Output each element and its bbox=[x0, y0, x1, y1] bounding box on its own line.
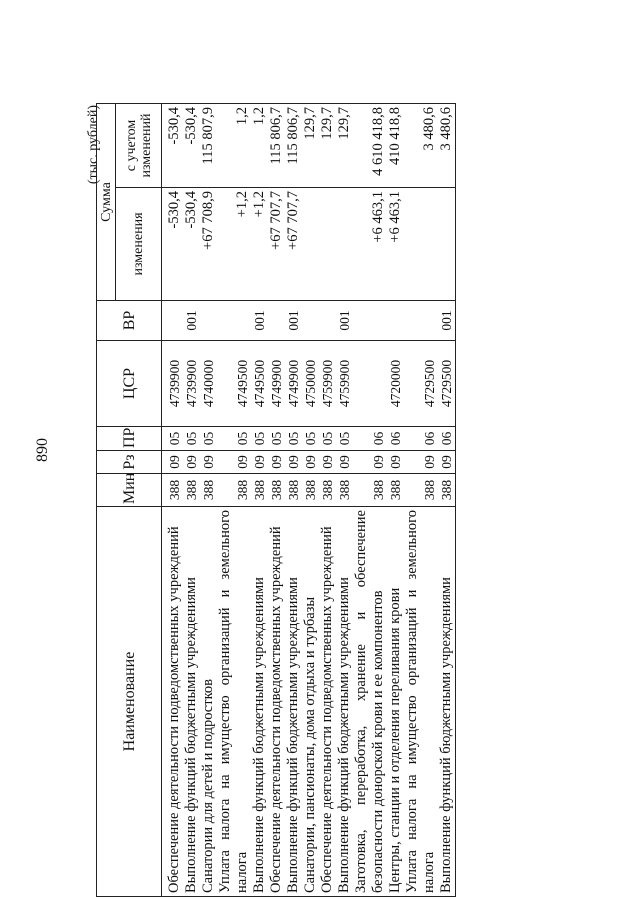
row-change bbox=[302, 188, 319, 301]
row-vr bbox=[268, 301, 285, 341]
row-total: 129,7 bbox=[319, 104, 336, 188]
row-name: Уплата налога на имущество организаций и земельного налога bbox=[404, 507, 438, 897]
row-name: Обеспечение деятельности подведомственных учреждений bbox=[319, 507, 336, 897]
row-pr: 05 bbox=[336, 427, 353, 451]
row-change: +67 707,7 bbox=[285, 188, 302, 301]
row-min: 388 bbox=[387, 474, 404, 507]
row-total: 115 806,7 bbox=[268, 104, 285, 188]
row-change: +67 708,9 bbox=[200, 188, 217, 301]
row-rz: 09 bbox=[217, 451, 251, 474]
row-csr: 4759900 bbox=[319, 341, 336, 427]
row-name: Санатории для детей и подростков bbox=[200, 507, 217, 897]
row-min: 388 bbox=[162, 474, 184, 507]
row-change: -530,4 bbox=[162, 188, 184, 301]
row-rz: 09 bbox=[438, 451, 456, 474]
row-pr: 05 bbox=[285, 427, 302, 451]
row-vr bbox=[217, 301, 251, 341]
row-rz: 09 bbox=[162, 451, 184, 474]
row-pr: 05 bbox=[251, 427, 268, 451]
row-vr bbox=[387, 301, 404, 341]
row-min: 388 bbox=[217, 474, 251, 507]
row-total: 115 806,7 bbox=[285, 104, 302, 188]
table-row bbox=[200, 104, 217, 897]
row-csr: 4729500 bbox=[438, 341, 456, 427]
row-total: 1,2 bbox=[217, 104, 251, 188]
row-pr: 05 bbox=[268, 427, 285, 451]
row-rz: 09 bbox=[285, 451, 302, 474]
row-total: -530,4 bbox=[162, 104, 184, 188]
table-row bbox=[217, 104, 251, 897]
row-min: 388 bbox=[438, 474, 456, 507]
row-vr bbox=[200, 301, 217, 341]
table-row bbox=[268, 104, 285, 897]
row-change: +67 707,7 bbox=[268, 188, 285, 301]
row-rz: 09 bbox=[353, 451, 387, 474]
row-name: Заготовка, переработка, хранение и обеспечение безопасности донорской крови и ее компонентов bbox=[353, 507, 387, 897]
row-min: 388 bbox=[353, 474, 387, 507]
row-change: +6 463,1 bbox=[387, 188, 404, 301]
row-min: 388 bbox=[200, 474, 217, 507]
row-csr: 4749900 bbox=[268, 341, 285, 427]
row-name: Выполнение функций бюджетными учреждениями bbox=[285, 507, 302, 897]
row-csr: 4720000 bbox=[387, 341, 404, 427]
row-name: Санатории, пансионаты, дома отдыха и турбазы bbox=[302, 507, 319, 897]
row-min: 388 bbox=[404, 474, 438, 507]
row-rz: 09 bbox=[268, 451, 285, 474]
page-number: 890 bbox=[34, 438, 51, 462]
row-rz: 09 bbox=[200, 451, 217, 474]
row-total: 129,7 bbox=[302, 104, 319, 188]
row-vr: 001 bbox=[438, 301, 456, 341]
table-row bbox=[162, 104, 184, 897]
row-pr: 05 bbox=[183, 427, 200, 451]
units-label: (тыс. рублей) bbox=[86, 105, 101, 185]
header-sum: Сумма bbox=[97, 104, 116, 301]
row-vr bbox=[162, 301, 184, 341]
row-min: 388 bbox=[302, 474, 319, 507]
row-csr: 4749500 bbox=[217, 341, 251, 427]
table-row bbox=[387, 104, 404, 897]
table-row bbox=[404, 104, 438, 897]
row-name: Обеспечение деятельности подведомственных учреждений bbox=[162, 507, 184, 897]
row-min: 388 bbox=[336, 474, 353, 507]
table-row bbox=[353, 104, 387, 897]
row-vr bbox=[302, 301, 319, 341]
row-rz: 09 bbox=[387, 451, 404, 474]
header-vr: ВР bbox=[97, 301, 162, 341]
row-csr: 4749500 bbox=[251, 341, 268, 427]
row-csr: 4729500 bbox=[404, 341, 438, 427]
header-changes: изменения bbox=[116, 188, 162, 301]
row-pr: 06 bbox=[387, 427, 404, 451]
budget-table bbox=[96, 103, 456, 897]
table-row bbox=[183, 104, 200, 897]
row-change: -530,4 bbox=[183, 188, 200, 301]
row-rz: 09 bbox=[319, 451, 336, 474]
row-total: 1,2 bbox=[251, 104, 268, 188]
row-pr: 05 bbox=[200, 427, 217, 451]
row-total: -530,4 bbox=[183, 104, 200, 188]
row-change bbox=[404, 188, 438, 301]
header-pr: ПР bbox=[97, 427, 162, 451]
table-row bbox=[285, 104, 302, 897]
row-vr bbox=[353, 301, 387, 341]
row-total: 115 807,9 bbox=[200, 104, 217, 188]
row-csr: 4759900 bbox=[336, 341, 353, 427]
row-total: 129,7 bbox=[336, 104, 353, 188]
row-min: 388 bbox=[183, 474, 200, 507]
row-rz: 09 bbox=[302, 451, 319, 474]
row-total: 3 480,6 bbox=[438, 104, 456, 188]
row-csr: 4749900 bbox=[285, 341, 302, 427]
row-change: +6 463,1 bbox=[353, 188, 387, 301]
row-pr: 05 bbox=[319, 427, 336, 451]
row-total: 4 610 418,8 bbox=[353, 104, 387, 188]
row-min: 388 bbox=[319, 474, 336, 507]
row-min: 388 bbox=[268, 474, 285, 507]
row-name: Выполнение функций бюджетными учреждениями bbox=[438, 507, 456, 897]
row-min: 388 bbox=[251, 474, 268, 507]
header-csr: ЦСР bbox=[97, 341, 162, 427]
row-csr: 4739900 bbox=[183, 341, 200, 427]
row-name: Выполнение функций бюджетными учреждениями bbox=[183, 507, 200, 897]
row-vr bbox=[404, 301, 438, 341]
row-pr: 05 bbox=[302, 427, 319, 451]
row-vr: 001 bbox=[336, 301, 353, 341]
header-min: Мин bbox=[97, 474, 162, 507]
header-with-changes: с учетом изменений bbox=[116, 104, 162, 188]
row-pr: 06 bbox=[353, 427, 387, 451]
row-rz: 09 bbox=[336, 451, 353, 474]
row-change: +1,2 bbox=[217, 188, 251, 301]
header-name: Наименование bbox=[97, 507, 162, 897]
row-csr: 4740000 bbox=[200, 341, 217, 427]
row-csr: 4739900 bbox=[162, 341, 184, 427]
row-rz: 09 bbox=[251, 451, 268, 474]
table-row bbox=[319, 104, 336, 897]
row-name: Выполнение функций бюджетными учреждениями bbox=[251, 507, 268, 897]
row-change: +1,2 bbox=[251, 188, 268, 301]
table-row bbox=[302, 104, 319, 897]
header-rz: Рз bbox=[97, 451, 162, 474]
row-name: Обеспечение деятельности подведомственных учреждений bbox=[268, 507, 285, 897]
row-pr: 06 bbox=[438, 427, 456, 451]
row-total: 3 480,6 bbox=[404, 104, 438, 188]
row-pr: 05 bbox=[162, 427, 184, 451]
table-row bbox=[438, 104, 456, 897]
row-vr: 001 bbox=[285, 301, 302, 341]
row-vr: 001 bbox=[251, 301, 268, 341]
row-vr bbox=[319, 301, 336, 341]
row-change bbox=[438, 188, 456, 301]
row-name: Центры, станции и отделения переливания крови bbox=[387, 507, 404, 897]
table-row bbox=[336, 104, 353, 897]
row-pr: 05 bbox=[217, 427, 251, 451]
row-rz: 09 bbox=[183, 451, 200, 474]
row-total: 410 418,8 bbox=[387, 104, 404, 188]
row-rz: 09 bbox=[404, 451, 438, 474]
row-min: 388 bbox=[285, 474, 302, 507]
row-vr: 001 bbox=[183, 301, 200, 341]
row-csr bbox=[353, 341, 387, 427]
row-change bbox=[319, 188, 336, 301]
row-pr: 06 bbox=[404, 427, 438, 451]
row-name: Уплата налога на имущество организаций и земельного налога bbox=[217, 507, 251, 897]
row-csr: 4750000 bbox=[302, 341, 319, 427]
table-row bbox=[251, 104, 268, 897]
row-name: Выполнение функций бюджетными учреждениями bbox=[336, 507, 353, 897]
row-change bbox=[336, 188, 353, 301]
